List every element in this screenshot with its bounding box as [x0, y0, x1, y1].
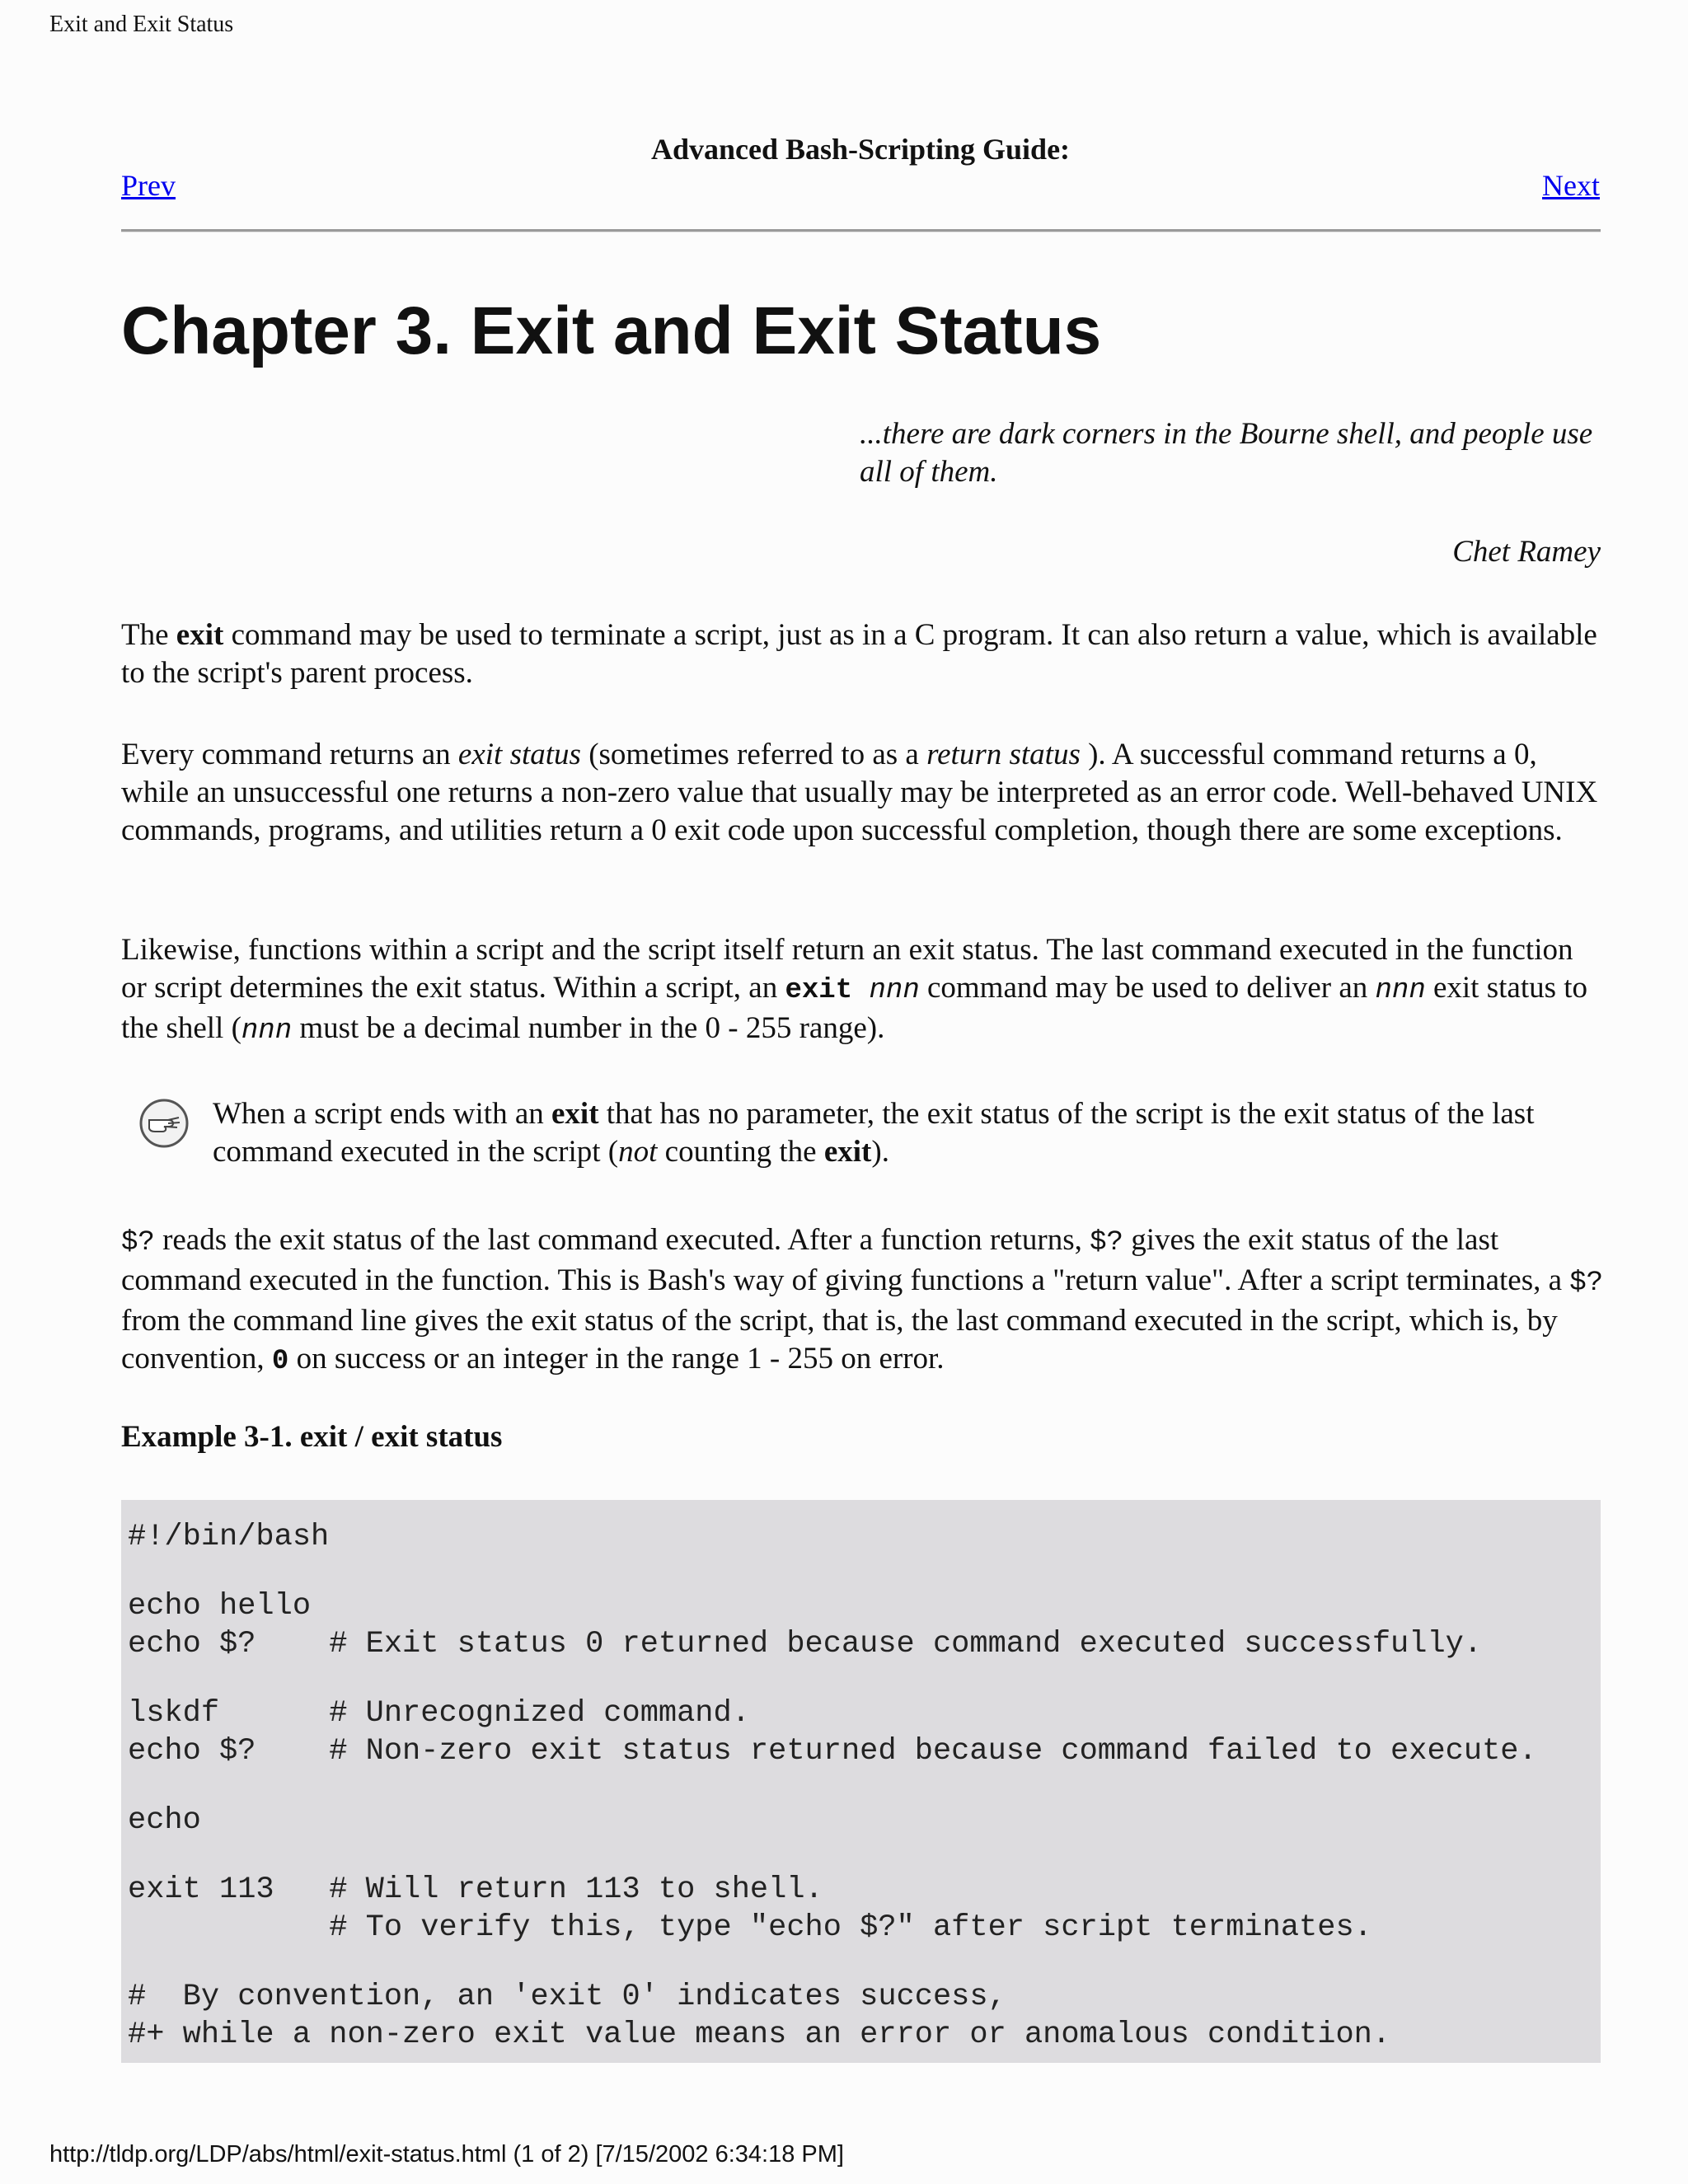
nnn-argument: nnn: [1375, 975, 1426, 1006]
code-line: exit 113 # Will return 113 to shell.: [128, 1872, 823, 1907]
header-divider: [121, 229, 1601, 232]
code-line: echo: [128, 1803, 201, 1838]
paragraph-exit-intro: The exit command may be used to terminate a script, just as in a C program. It can also return a value, which is available to the script's parent process.: [121, 618, 1597, 690]
zero-value: 0: [271, 1346, 289, 1377]
paragraph-functions: Likewise, functions within a script and the script itself return an exit status. The last command executed in the function or script determines the exit status. Within a script, an exit nnn command may be used to deliver an nnn exit status to the shell (nnn must be a decimal number in the 0 - 255 range).: [121, 933, 1588, 1047]
page-footer-url: http://tldp.org/LDP/abs/html/exit-status.html (1 of 2) [7/15/2002 6:34:18 PM]: [49, 2141, 844, 2168]
next-link[interactable]: Next: [1542, 169, 1600, 202]
code-line: echo hello: [128, 1589, 312, 1624]
code-line: # By convention, an 'exit 0' indicates success,: [128, 1980, 1006, 2014]
chapter-title: Chapter 3. Exit and Exit Status: [121, 293, 1102, 368]
term-exit-status: exit status: [457, 738, 581, 771]
exit-status-variable: $?: [121, 1227, 155, 1258]
prev-link[interactable]: Prev: [121, 169, 176, 202]
epigraph-quote: ...there are dark corners in the Bourne shell, and people use all of them.: [860, 417, 1593, 489]
code-line: # To verify this, type "echo $?" after script terminates.: [128, 1910, 1372, 1945]
code-line: #+ while a non-zero exit value means an error or anomalous condition.: [128, 2018, 1391, 2052]
code-line: echo $? # Non-zero exit status returned because command failed to execute.: [128, 1734, 1537, 1769]
code-line: #!/bin/bash: [128, 1520, 330, 1554]
code-line: [128, 1947, 1594, 1978]
exit-command: exit nnn: [785, 975, 920, 1006]
guide-title: Advanced Bash-Scripting Guide:: [650, 133, 1071, 166]
exit-status-variable: $?: [1569, 1268, 1604, 1299]
page-header-title: Exit and Exit Status: [49, 12, 234, 37]
code-line: [128, 1556, 1594, 1587]
nnn-argument: nnn: [241, 1015, 293, 1047]
note-text: When a script ends with an exit that has no parameter, the exit status of the script is the exit status of the last command executed in the script (not counting the exit).: [213, 1097, 1535, 1169]
code-line: echo $? # Exit status 0 returned because command executed successfully.: [128, 1627, 1483, 1661]
exit-keyword: exit: [176, 618, 224, 652]
code-line: [128, 1770, 1594, 1802]
note-hand-icon: [138, 1098, 190, 1149]
exit-status-variable: $?: [1090, 1227, 1123, 1258]
code-line: lskdf # Unrecognized command.: [128, 1696, 750, 1731]
code-line: [128, 1840, 1594, 1871]
epigraph-author: Chet Ramey: [1452, 535, 1601, 569]
code-example: [121, 1500, 1601, 2063]
term-return-status: return status: [926, 738, 1081, 771]
code-line: [128, 1663, 1594, 1694]
paragraph-dollar-question: $? reads the exit status of the last command executed. After a function returns, $? gives the exit status of the last command executed in the function. This is Bash's way of giving functions a "return value". After a script terminates, a $? from the command line gives the exit status of the script, that is, the last command executed in the script, which is, by convention, 0 on success or an integer in the range 1 - 255 on error.: [121, 1223, 1604, 1377]
paragraph-exit-status: Every command returns an exit status (sometimes referred to as a return status ). A successful command returns a 0, while an unsuccessful one returns a non-zero value that usually may be interpreted as an error code. Well-behaved UNIX commands, programs, and utilities return a 0 exit code upon successful completion, though there are some exceptions.: [121, 738, 1598, 847]
example-title: Example 3-1. exit / exit status: [121, 1420, 503, 1454]
